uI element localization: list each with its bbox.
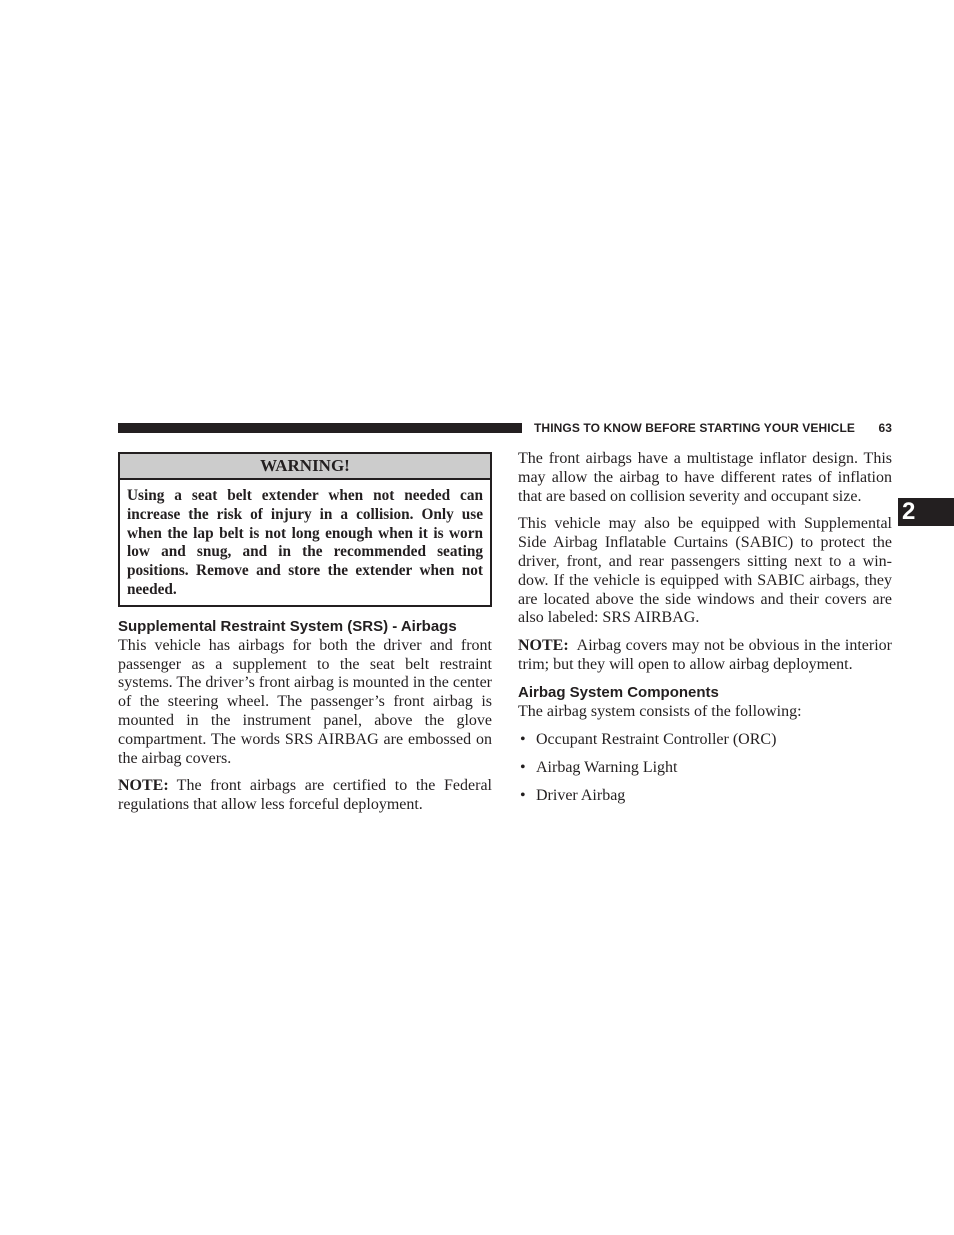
bullet-icon: •	[520, 730, 526, 748]
covers-note	[518, 637, 892, 675]
bullet-icon: •	[520, 758, 526, 776]
left-column	[118, 452, 492, 815]
chapter-tab: 2	[898, 498, 954, 526]
warning-box	[118, 452, 492, 607]
list-item: • Airbag Warning Light	[520, 758, 678, 776]
srs-paragraph: This vehicle has airbags for both the driver and front passenger as a supplement to the seat belt restraint systems. The driver’s front airbag is mounted in the center of the steering wheel. The passenger’s front airbag is mounted in the instrument panel, above the glove compartment. The words SRS AIRBAG are embossed on the airbag covers.	[118, 636, 492, 767]
components-heading: Airbag System Components	[518, 683, 719, 701]
page-number: 63	[878, 421, 892, 435]
components-list	[518, 731, 892, 806]
list-item: • Driver Airbag	[520, 786, 626, 804]
note-text: Airbag covers may not be obvious in the interior trim; but they will open to allow airbag deployment.	[518, 637, 892, 673]
note-text: The front airbags are certified to the Federal regulations that allow less forceful deployment.	[118, 777, 492, 814]
bullet-icon: •	[520, 786, 526, 804]
sabic-paragraph: This vehicle may also be equipped with Supplemental Side Airbag Inflatable Curtains (SABIC) to protect the driver, front, and rear passengers sitting next to a win- dow. If the vehicle is equipped with SABIC airbags, they are located above the side windows and their covers are also labeled: SRS AIRBAG.	[518, 515, 892, 627]
note-label: NOTE:	[518, 637, 569, 655]
inflator-paragraph: The front airbags have a multistage inflator design. This may allow the airbag to have different rates of inflation that are based on collision severity and occupant size.	[518, 450, 892, 505]
list-item: • Occupant Restraint Controller (ORC)	[520, 730, 777, 748]
warning-title: WARNING!	[120, 454, 490, 480]
components-intro: The airbag system consists of the following:	[518, 702, 802, 720]
right-column	[518, 450, 892, 805]
section-title: THINGS TO KNOW BEFORE STARTING YOUR VEHICLE	[534, 421, 855, 435]
note-label: NOTE:	[118, 777, 169, 795]
header-rule	[118, 423, 522, 433]
srs-heading: Supplemental Restraint System (SRS) - Airbags	[118, 617, 457, 635]
srs-note	[118, 777, 492, 815]
running-header	[534, 421, 892, 435]
warning-body: Using a seat belt extender when not needed can increase the risk of injury in a collision. Only use when the lap belt is not long enough when it is worn low and snug, and in the recommended seating positions. Remove and store the extender when not needed.	[127, 487, 483, 598]
